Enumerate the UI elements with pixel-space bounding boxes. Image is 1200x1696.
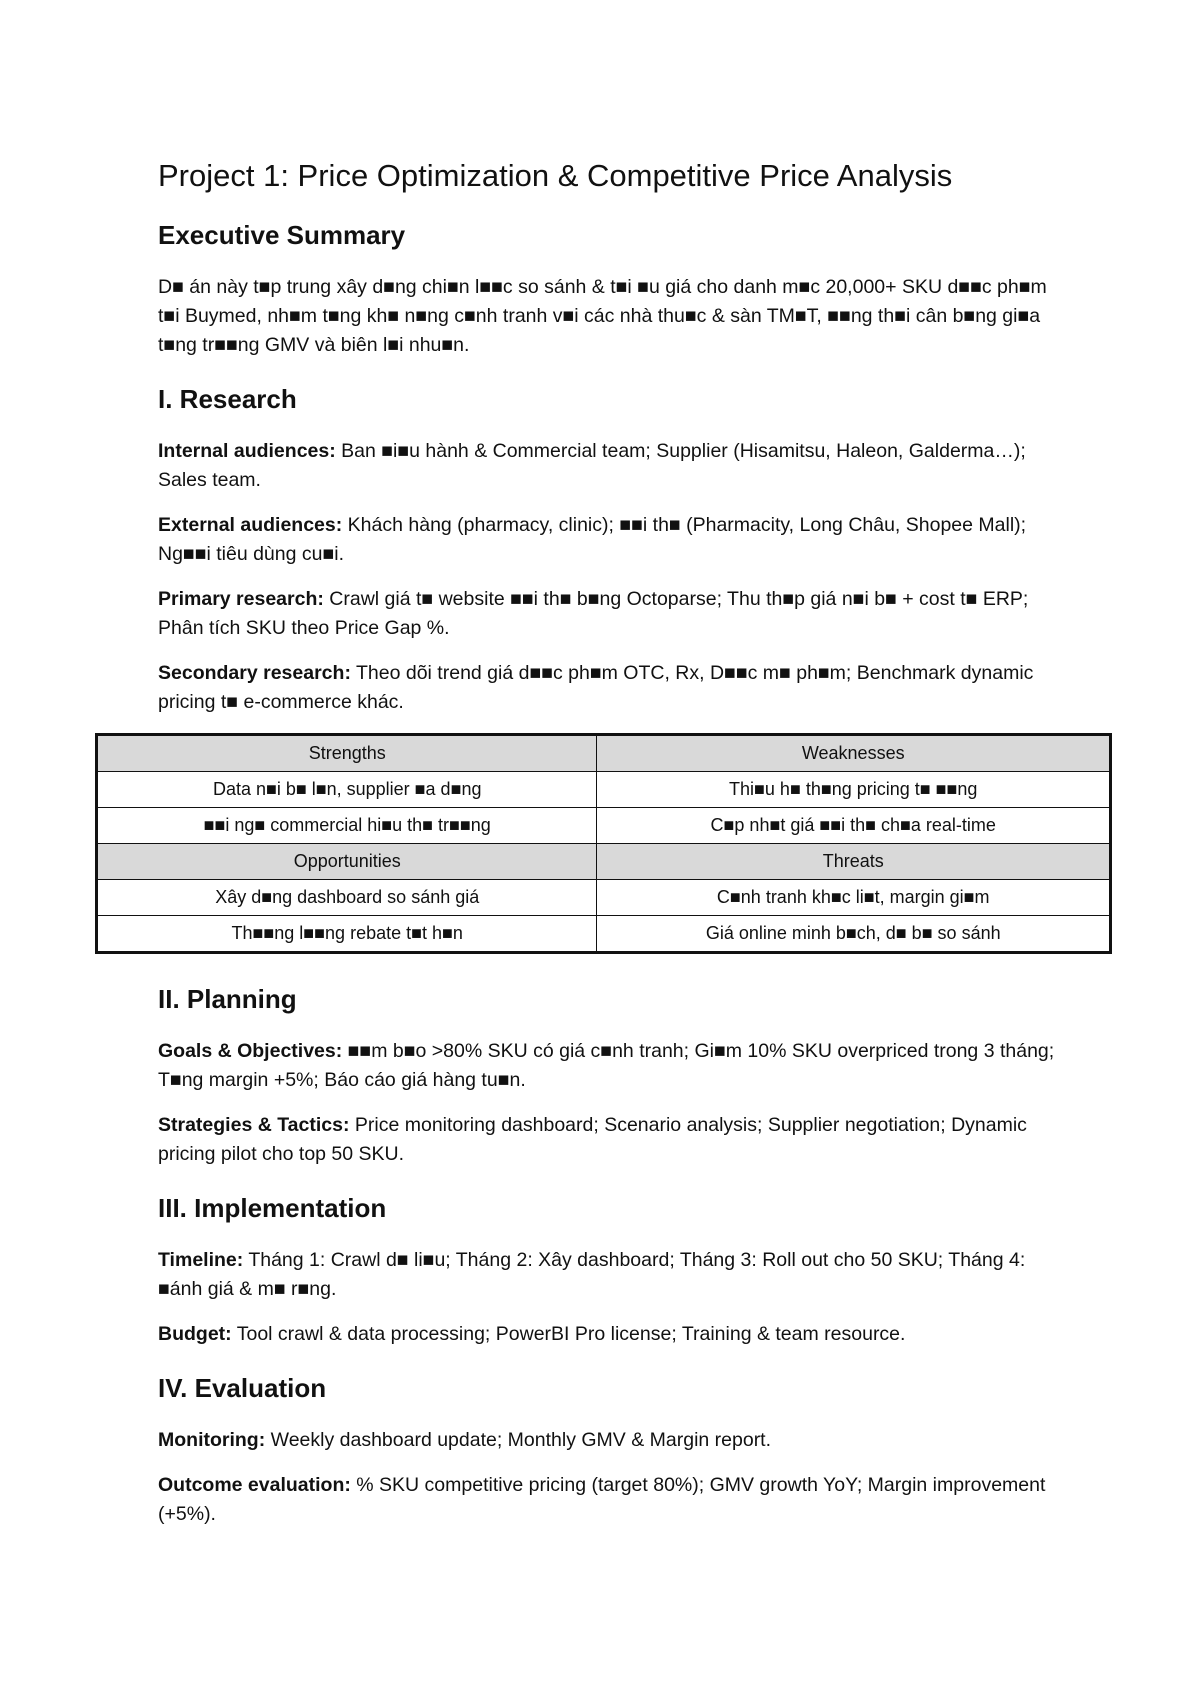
external-audiences-paragraph [158,511,1058,569]
budget-text: Tool crawl & data processing; PowerBI Pro license; Training & team resource. [231,1323,906,1345]
timeline-label: Timeline: [158,1249,244,1271]
external-audiences-label: External audiences: [158,514,343,536]
table-row [97,916,1111,953]
swot-opportunities-header: Opportunities [97,844,597,880]
swot-header-row [97,735,1111,772]
secondary-research-text: Theo dõi trend giá d■■c ph■m OTC, Rx, D■■c m■ ph■m; Benchmark dynamic pricing t■ e-commerce khác. [158,662,1034,713]
secondary-research-paragraph [158,659,1058,717]
goals-paragraph [158,1037,1058,1095]
internal-audiences-label: Internal audiences: [158,440,336,462]
primary-research-paragraph [158,585,1058,643]
outcome-text: % SKU competitive pricing (target 80%); GMV growth YoY; Margin improvement (+5%). [158,1474,1046,1525]
strategies-label: Strategies & Tactics: [158,1114,350,1136]
swot-threats-header: Threats [597,844,1111,880]
internal-audiences-paragraph [158,437,1058,495]
swot-weaknesses-header: Weaknesses [597,735,1111,772]
document-title: Project 1: Price Optimization & Competitive Price Analysis [158,158,953,193]
swot-cell: C■p nh■t giá ■■i th■ ch■a real-time [597,808,1111,844]
strategies-text: Price monitoring dashboard; Scenario analysis; Supplier negotiation; Dynamic pricing pilot cho top 50 SKU. [158,1114,1027,1165]
swot-header-row [97,844,1111,880]
table-row [97,772,1111,808]
table-row [97,880,1111,916]
executive-summary-heading: Executive Summary [158,220,406,250]
monitoring-paragraph [158,1426,1058,1455]
swot-cell: Th■■ng l■■ng rebate t■t h■n [97,916,597,953]
external-audiences-text: Khách hàng (pharmacy, clinic); ■■i th■ (Pharmacity, Long Châu, Shopee Mall); Ng■■i tiêu dùng cu■i. [158,514,1027,565]
outcome-label: Outcome evaluation: [158,1474,351,1496]
goals-label: Goals & Objectives: [158,1040,343,1062]
executive-summary-text: D■ án này t■p trung xây d■ng chi■n l■■c so sánh & t■i ■u giá cho danh m■c 20,000+ SKU d■■c ph■m t■i Buymed, nh■m t■ng kh■ n■ng c■nh tranh v■i các nhà thu■c & sàn TM■T, ■■ng th■i cân b■ng gi■a t■ng tr■■ng GMV và biên l■i nhu■n. [158,276,1047,356]
primary-research-text: Crawl giá t■ website ■■i th■ b■ng Octoparse; Thu th■p giá n■i b■ + cost t■ ERP; Phân tích SKU theo Price Gap %. [158,588,1029,639]
swot-table [95,733,1112,954]
swot-cell: Thi■u h■ th■ng pricing t■ ■■ng [597,772,1111,808]
timeline-paragraph [158,1246,1058,1304]
swot-cell: Data n■i b■ l■n, supplier ■a d■ng [97,772,597,808]
budget-paragraph [158,1320,1058,1349]
internal-audiences-text: Ban ■i■u hành & Commercial team; Supplier (Hisamitsu, Haleon, Galderma…); Sales team. [158,440,1026,491]
swot-strengths-header: Strengths [97,735,597,772]
research-heading: I. Research [158,384,297,414]
goals-text: ■■m b■o >80% SKU có giá c■nh tranh; Gi■m 10% SKU overpriced trong 3 tháng; T■ng margin +5%; Báo cáo giá hàng tu■n. [158,1040,1055,1091]
implementation-heading: III. Implementation [158,1193,387,1223]
swot-cell: C■nh tranh kh■c li■t, margin gi■m [597,880,1111,916]
swot-cell: ■■i ng■ commercial hi■u th■ tr■■ng [97,808,597,844]
timeline-text: Tháng 1: Crawl d■ li■u; Tháng 2: Xây dashboard; Tháng 3: Roll out cho 50 SKU; Tháng 4: ■ánh giá & m■ r■ng. [158,1249,1026,1300]
swot-cell: Xây d■ng dashboard so sánh giá [97,880,597,916]
secondary-research-label: Secondary research: [158,662,351,684]
budget-label: Budget: [158,1323,232,1345]
evaluation-heading: IV. Evaluation [158,1373,327,1403]
table-row [97,808,1111,844]
swot-cell: Giá online minh b■ch, d■ b■ so sánh [597,916,1111,953]
primary-research-label: Primary research: [158,588,324,610]
document-content [158,158,1058,1545]
planning-heading: II. Planning [158,984,297,1014]
strategies-paragraph [158,1111,1058,1169]
monitoring-label: Monitoring: [158,1429,266,1451]
monitoring-text: Weekly dashboard update; Monthly GMV & Margin report. [265,1429,772,1451]
outcome-paragraph [158,1471,1058,1529]
